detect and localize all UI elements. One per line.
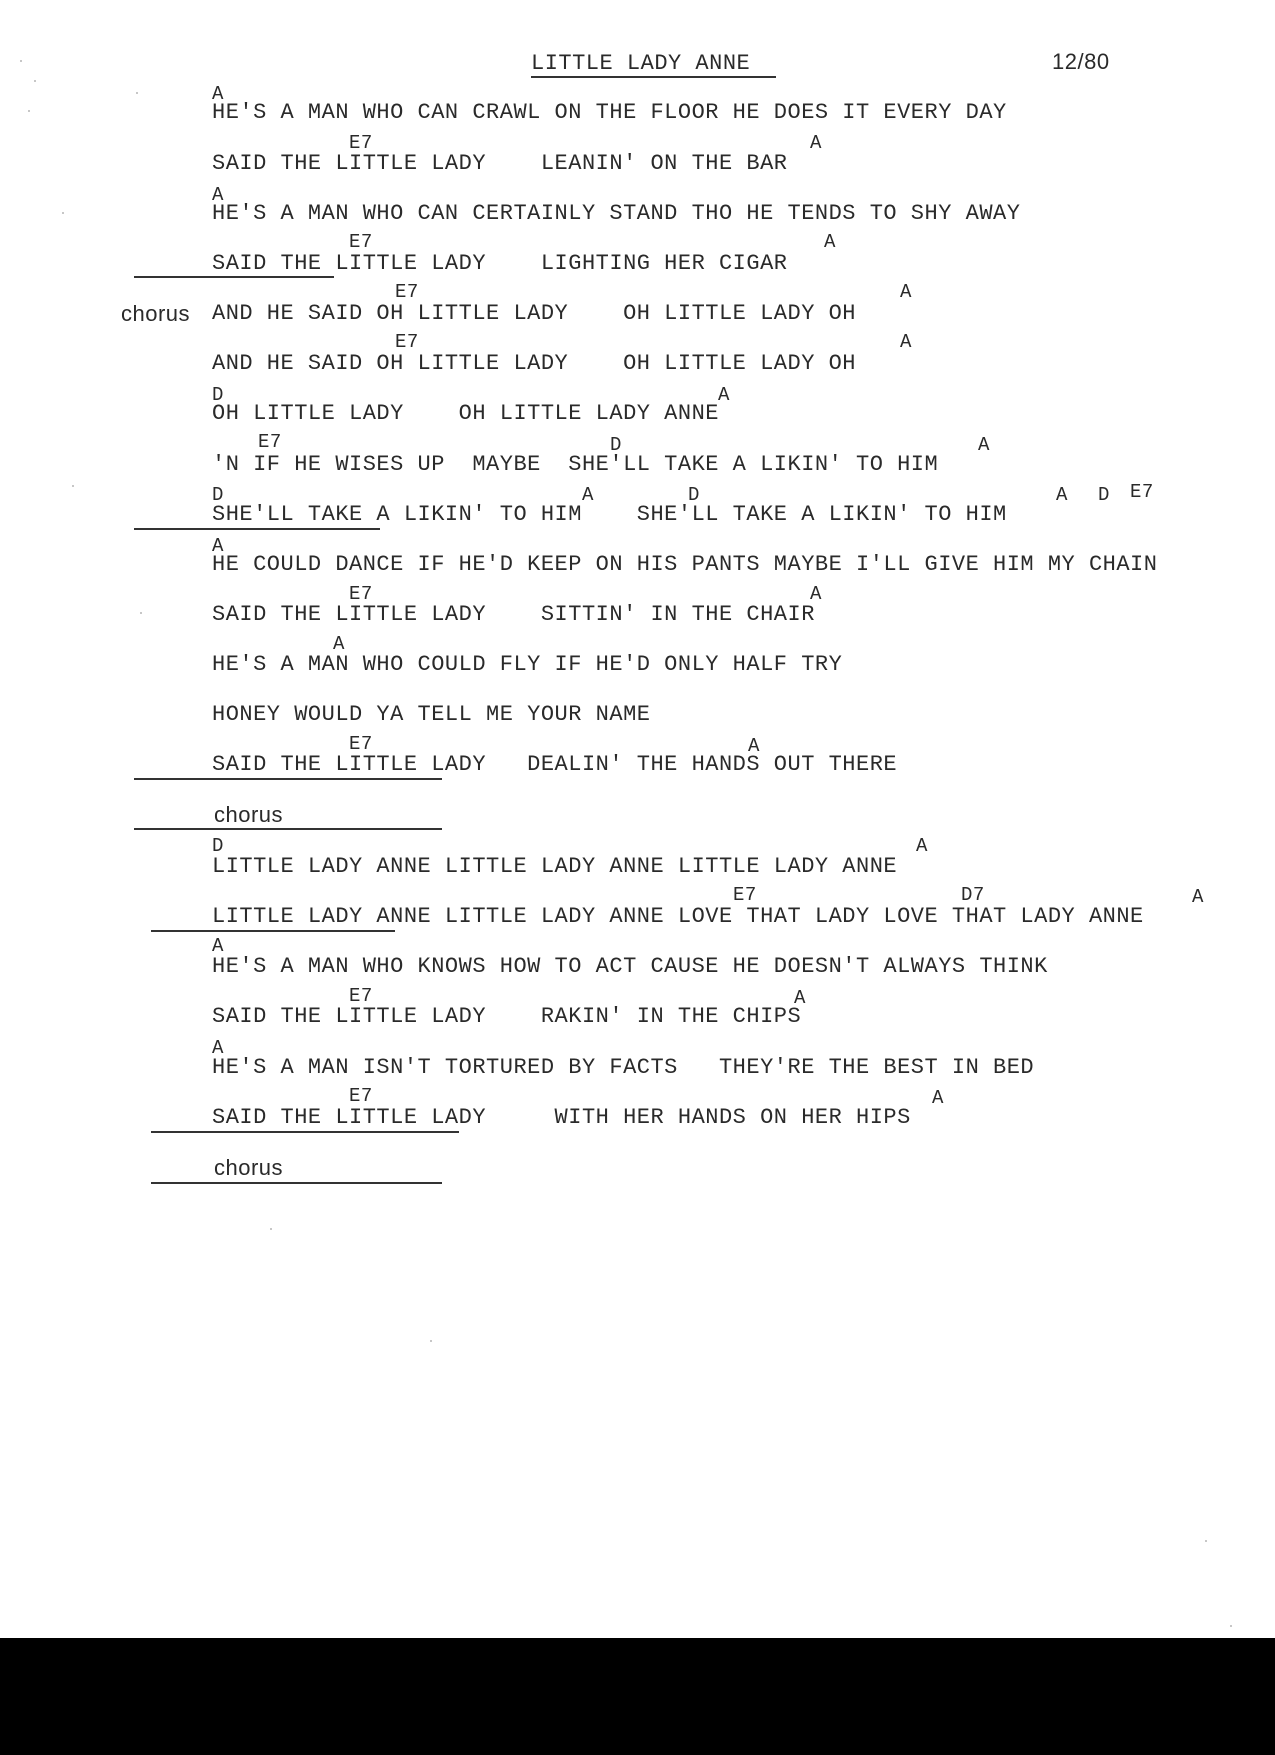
chord: A	[916, 835, 928, 857]
chord: A	[900, 281, 912, 303]
chord: A	[1056, 484, 1068, 506]
lyric-line: OH LITTLE LADY OH LITTLE LADY ANNE	[212, 401, 719, 426]
chord: E7	[349, 1085, 373, 1107]
lyric-line: HE'S A MAN WHO CAN CERTAINLY STAND THO HE TENDS TO SHY AWAY	[212, 201, 1021, 226]
lyric-line: SAID THE LITTLE LADY RAKIN' IN THE CHIPS	[212, 1004, 802, 1029]
scan-speck	[72, 485, 74, 487]
section-underline	[134, 778, 442, 780]
lyric-line: LITTLE LADY ANNE LITTLE LADY ANNE LOVE THAT LADY LOVE THAT LADY ANNE	[212, 904, 1144, 929]
chord: E7	[349, 985, 373, 1007]
lyric-line: 'N IF HE WISES UP MAYBE SHE'LL TAKE A LIKIN' TO HIM	[212, 452, 939, 477]
section-underline	[134, 828, 442, 830]
chord: E7	[395, 281, 419, 303]
chord: D	[212, 835, 224, 857]
chord: A	[978, 434, 990, 456]
chord: D	[610, 434, 622, 456]
lyric-line: SAID THE LITTLE LADY WITH HER HANDS ON HER HIPS	[212, 1105, 911, 1130]
scan-speck	[430, 1340, 432, 1342]
chord: D	[688, 484, 700, 506]
lyric-line: HE'S A MAN WHO COULD FLY IF HE'D ONLY HALF TRY	[212, 652, 843, 677]
chord: E7	[349, 231, 373, 253]
chord: A	[810, 132, 822, 154]
chord: A	[212, 184, 224, 206]
chord: A	[1192, 886, 1204, 908]
scan-speck	[1230, 1625, 1232, 1627]
scan-speck	[270, 1228, 272, 1230]
chord: D	[1098, 484, 1110, 506]
section-underline	[151, 930, 395, 932]
chord: A	[582, 484, 594, 506]
chord: E7	[1130, 481, 1154, 503]
scan-speck	[34, 80, 36, 82]
chord: D	[212, 384, 224, 406]
page-reference: 12/80	[1052, 49, 1110, 74]
chord: E7	[395, 331, 419, 353]
lyric-line: SAID THE LITTLE LADY SITTIN' IN THE CHAIR	[212, 602, 815, 627]
lyric-line: HE'S A MAN WHO CAN CRAWL ON THE FLOOR HE DOES IT EVERY DAY	[212, 100, 1007, 125]
chord: E7	[258, 431, 282, 453]
scan-speck	[1205, 1540, 1207, 1542]
lyric-line: HE'S A MAN ISN'T TORTURED BY FACTS THEY'RE THE BEST IN BED	[212, 1055, 1035, 1080]
lyric-line: SAID THE LITTLE LADY LIGHTING HER CIGAR	[212, 251, 788, 276]
chord: A	[810, 583, 822, 605]
chord: A	[212, 935, 224, 957]
song-title: LITTLE LADY ANNE	[531, 51, 751, 76]
lyric-line: LITTLE LADY ANNE LITTLE LADY ANNE LITTLE LADY ANNE	[212, 854, 898, 879]
chord: A	[932, 1087, 944, 1109]
scan-speck	[20, 60, 22, 62]
chord: A	[824, 231, 836, 253]
lyric-line: HONEY WOULD YA TELL ME YOUR NAME	[212, 702, 651, 727]
lyric-line: HE COULD DANCE IF HE'D KEEP ON HIS PANTS MAYBE I'LL GIVE HIM MY CHAIN	[212, 552, 1158, 577]
section-underline	[151, 1182, 442, 1184]
section-underline	[151, 1131, 459, 1133]
chord: A	[900, 331, 912, 353]
scan-speck	[28, 110, 30, 112]
chord: A	[794, 987, 806, 1009]
chorus-label: chorus	[214, 1155, 284, 1180]
chord: D	[212, 484, 224, 506]
chord: A	[333, 633, 345, 655]
chord: E7	[733, 884, 757, 906]
chord: E7	[349, 733, 373, 755]
lyric-line: SAID THE LITTLE LADY DEALIN' THE HANDS OUT THERE	[212, 752, 898, 777]
scan-speck	[140, 612, 142, 614]
chord: E7	[349, 583, 373, 605]
chord: D7	[961, 884, 985, 906]
lyric-line: AND HE SAID OH LITTLE LADY OH LITTLE LADY OH	[212, 351, 857, 376]
chord: A	[212, 535, 224, 557]
title-underline	[531, 76, 776, 78]
lyric-line: AND HE SAID OH LITTLE LADY OH LITTLE LADY OH	[212, 301, 857, 326]
scan-speck	[62, 212, 64, 214]
section-underline	[134, 276, 334, 278]
chorus-label: chorus	[121, 301, 191, 326]
chorus-label: chorus	[214, 802, 284, 827]
lyric-line: SAID THE LITTLE LADY LEANIN' ON THE BAR	[212, 151, 788, 176]
chord: E7	[349, 132, 373, 154]
chord: A	[212, 1037, 224, 1059]
scan-speck	[136, 92, 138, 94]
section-underline	[134, 528, 380, 530]
chord: A	[212, 83, 224, 105]
lyric-line: SHE'LL TAKE A LIKIN' TO HIM SHE'LL TAKE A LIKIN' TO HIM	[212, 502, 1007, 527]
chord: A	[718, 384, 730, 406]
lyric-line: HE'S A MAN WHO KNOWS HOW TO ACT CAUSE HE DOESN'T ALWAYS THINK	[212, 954, 1048, 979]
chord: A	[748, 735, 760, 757]
